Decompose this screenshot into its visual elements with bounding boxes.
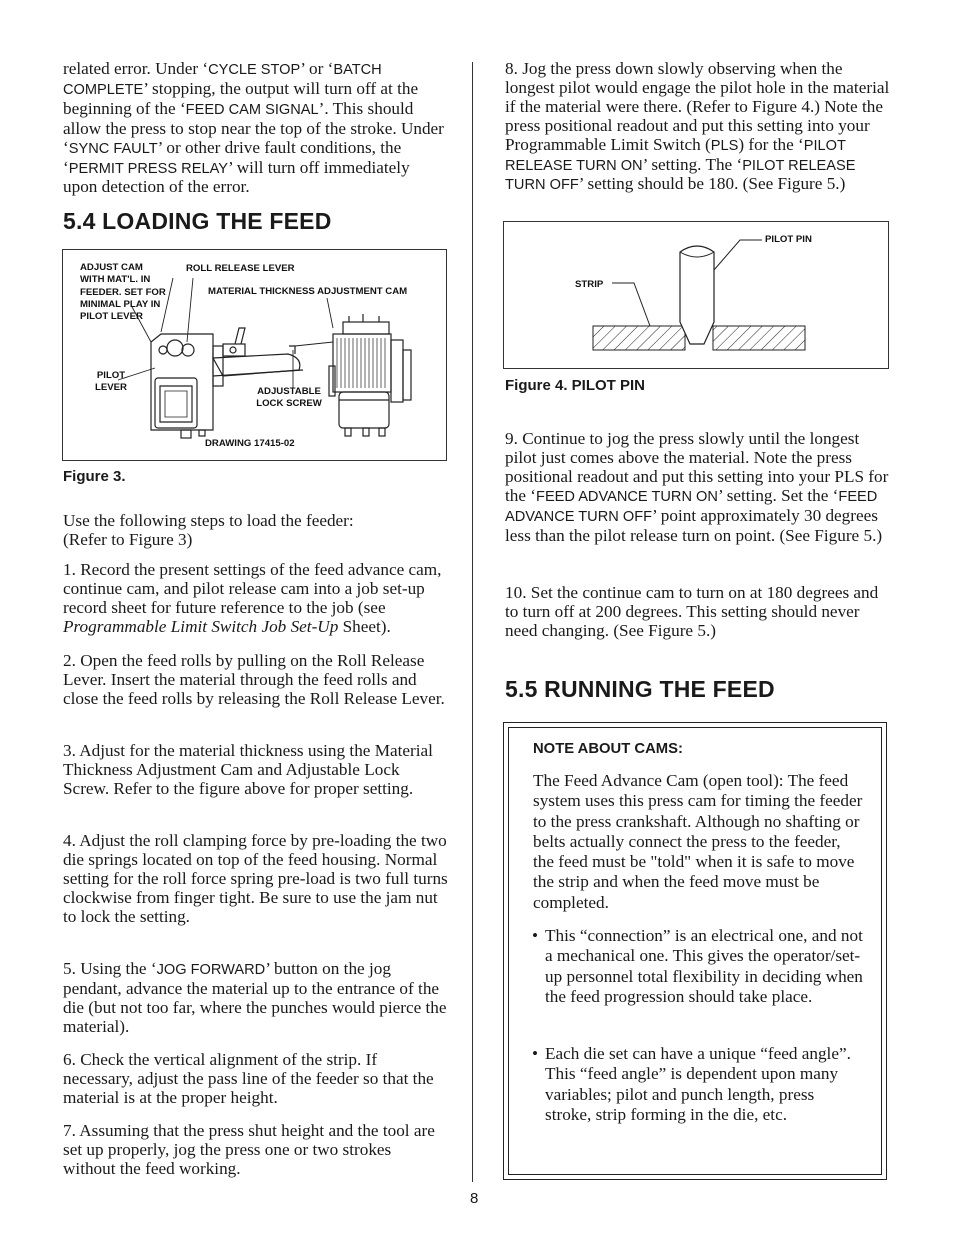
note-bullet-1 [532,926,864,1007]
step-6: 6. Check the vertical alignment of the strip. If necessary, adjust the pass line of the feeder so that the material is at the proper height. [63,1050,434,1107]
keyword: PILOT RELEASE TURN ON [505,137,846,174]
keyword: FEED CAM SIGNAL [185,101,319,118]
bullet-dot: • [532,1044,539,1063]
section-title-5-4: 5.4 LOADING THE FEED [63,208,332,234]
step-4: 4. Adjust the roll clamping force by pre-loading the two die springs located on top of the feed housing. Normal setting for the roll force spring pre-load is two full turns clockwise from finger tight. Be sure to use the jam nut to lock the setting. [63,831,448,926]
keyword: PLS [710,137,739,154]
section-title-5-5: 5.5 RUNNING THE FEED [505,676,775,702]
bullet-text: This “connection” is an electrical one, and not a mechanical one. This gives the operator/set-up personnel total flexibility in deciding when the feed progression should take place. [545,926,863,1006]
figure-4-caption: Figure 4. PILOT PIN [505,377,646,394]
keyword: BATCH COMPLETE [63,62,382,98]
step-3: 3. Adjust for the material thickness using the Material Thickness Adjustment Cam and Adjustable Lock Screw. Refer to the figure above for proper setting. [63,741,433,798]
bullet-text: Each die set can have a unique “feed angle”. This “feed angle” is dependent upon many variables; pilot and punch length, press stroke, strip forming in the die, etc. [545,1044,851,1124]
figure-4-drawing [503,221,889,369]
step-5: 5. Using the ‘JOG FORWARD’ button on the jog pendant, advance the material up to the entrance of the die (but not too far, where the punches would pierce the material). [63,959,447,1036]
label-pilot-pin: PILOT PIN [765,234,812,245]
note-heading: NOTE ABOUT CAMS: [533,741,683,757]
figure-3-drawing [62,249,447,461]
note-bullet-2 [532,1044,864,1125]
keyword: FEED ADVANCE TURN OFF [505,488,878,525]
label-pilot-lever: PILOT LEVER [95,370,127,394]
keyword: PERMIT PRESS RELAY [68,160,228,177]
steps-intro: Use the following steps to load the feeder: (Refer to Figure 3) [63,511,354,549]
keyword: PILOT RELEASE TURN OFF [505,157,856,194]
step-7: 7. Assuming that the press shut height and the tool are set up properly, jog the press one or two strokes without the feed working. [63,1121,435,1178]
keyword: CYCLE STOP [208,62,301,78]
column-divider [472,62,473,1182]
label-adjustable-lock-screw: ADJUSTABLE LOCK SCREW [256,386,322,410]
step-9: 9. Continue to jog the press slowly until the longest pilot just comes above the material. Note the press positional readout and put this setting into your PLS for the ‘FEED ADVANCE TURN ON’ setting. Set the ‘FEED ADVANCE TURN OFF’ point approximately 30 degrees less than the pilot release turn on point. (See Figure 5.) [505,429,889,545]
keyword: SYNC FAULT [68,140,158,157]
figure-3-caption: Figure 3. [63,468,126,485]
note-paragraph: The Feed Advance Cam (open tool): The feed system uses this press cam for timing the feeder to the press crankshaft. Although no shafting or belts actually connect the press to the feeder, the feed must be "told" when it is safe to move the strip and when the feed move must be completed. [533,771,863,912]
page-number: 8 [470,1190,479,1207]
step-10: 10. Set the continue cam to turn on at 180 degrees and to turn off at 200 degrees. This setting should never need changing. (See Figure 5.) [505,583,879,640]
step-8: 8. Jog the press down slowly observing when the longest pilot would engage the pilot hole in the material if the material were there. (Refer to Figure 4.) Note the press positional readout and put this setting into your Programmable Limit Switch (PLS) for the ‘PILOT RELEASE TURN ON’ setting. The ‘PILOT RELEASE TURN OFF’ setting should be 180. (See Figure 5.) [505,59,890,194]
step-1: 1. Record the present settings of the feed advance cam, continue cam, and pilot release cam into a job set-up record sheet for future reference to the job (see Programmable Limit Switch Job Set-Up Sheet). [63,560,442,636]
italic-reference: Programmable Limit Switch Job Set-Up [63,616,339,636]
keyword: JOG FORWARD [156,962,266,978]
pilot-pin-illustration [504,222,888,368]
label-drawing-number: DRAWING 17415-02 [205,438,295,449]
intro-paragraph: related error. Under ‘CYCLE STOP’ or ‘BATCH COMPLETE’ stopping, the output will turn off at the beginning of the ‘FEED CAM SIGNAL’. This should allow the press to stop near the top of the stroke. Under ‘SYNC FAULT’ or other drive fault conditions, the ‘PERMIT PRESS RELAY’ will turn off immediately upon detection of the error. [63,59,444,197]
label-adjust-cam: ADJUST CAM WITH MAT'L. IN FEEDER. SET FOR MINIMAL PLAY IN PILOT LEVER [80,262,166,323]
label-roll-release-lever: ROLL RELEASE LEVER [186,263,295,274]
step-2: 2. Open the feed rolls by pulling on the Roll Release Lever. Insert the material through the feed rolls and close the feed rolls by releasing the Roll Release Lever. [63,651,445,708]
keyword: FEED ADVANCE TURN ON [536,488,718,505]
label-strip: STRIP [575,279,604,290]
label-material-thickness-cam: MATERIAL THICKNESS ADJUSTMENT CAM [208,286,408,297]
bullet-dot: • [532,926,539,945]
